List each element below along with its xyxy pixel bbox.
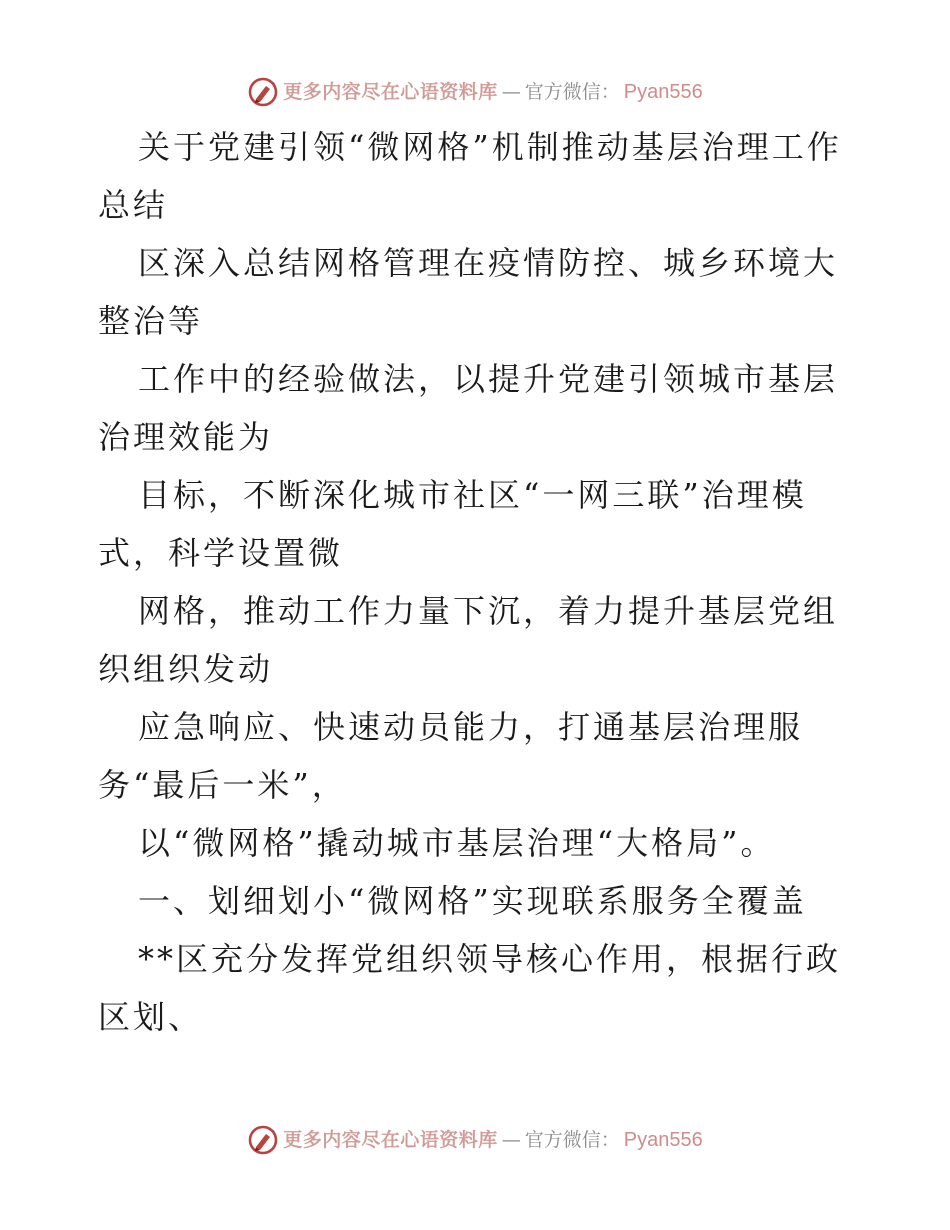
document-body xyxy=(98,118,858,1046)
paragraph: 工作中的经验做法，以提升党建引领城市基层治理效能为 xyxy=(98,360,839,456)
watermark-wechat-label: 官方微信： xyxy=(524,80,620,103)
paragraph: 目标，不断深化城市社区“一网三联”治理模式，科学设置微 xyxy=(98,476,807,572)
footer-watermark xyxy=(0,1120,950,1160)
section-heading: 一、划细划小“微网格”实现联系服务全覆盖 xyxy=(138,882,807,920)
watermark-brand: 更多内容尽在心语资料库 xyxy=(283,1128,498,1151)
pen-logo-icon xyxy=(247,1124,279,1156)
paragraph: 区深入总结网格管理在疫情防控、城乡环境大整治等 xyxy=(98,244,839,340)
watermark-wechat-label: 官方微信： xyxy=(524,1128,620,1151)
paragraph: 应急响应、快速动员能力，打通基层治理服务“最后一米”， xyxy=(98,708,804,804)
watermark-wechat-id: Pyan556 xyxy=(623,1129,703,1151)
pen-logo-icon xyxy=(247,76,279,108)
paragraph: **区充分发挥党组织领导核心作用，根据行政区划、 xyxy=(98,940,842,1036)
paragraph: 以“微网格”撬动城市基层治理“大格局”。 xyxy=(138,824,776,862)
paragraph: 网格，推动工作力量下沉，着力提升基层党组织组织发动 xyxy=(98,592,839,688)
header-watermark xyxy=(0,72,950,112)
doc-title: 关于党建引领“微网格”机制推动基层治理工作总结 xyxy=(98,128,842,224)
watermark-separator: — xyxy=(501,1128,521,1151)
watermark-separator: — xyxy=(501,80,521,103)
watermark-brand: 更多内容尽在心语资料库 xyxy=(283,80,498,103)
watermark-wechat-id: Pyan556 xyxy=(623,81,703,103)
